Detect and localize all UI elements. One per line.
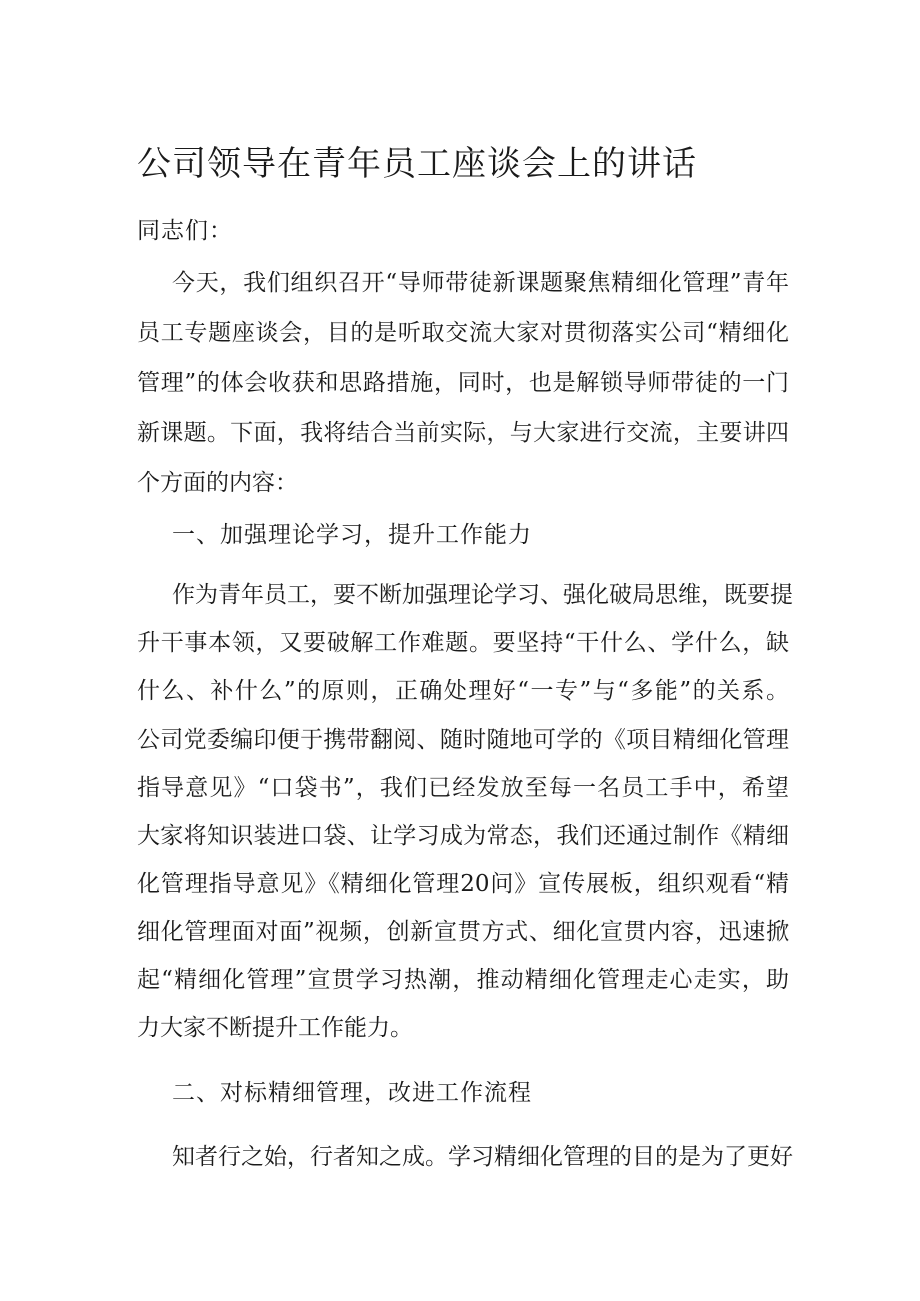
paragraph-2-line-5: 指导意见》“口袋书”，我们已经发放至每一名员工手中，希望 xyxy=(137,775,789,801)
paragraph-3-line-1: 知者行之始，行者知之成。学习精细化管理的目的是为了更好 xyxy=(172,1144,793,1170)
paragraph-2-line-2: 升干事本领，又要破解工作难题。要坚持“干什么、学什么，缺 xyxy=(137,630,789,656)
section-heading-2: 二、对标精细管理，改进工作流程 xyxy=(172,1080,532,1106)
paragraph-2-line-4: 公司党委编印便于携带翻阅、随时随地可学的《项目精细化管理 xyxy=(137,727,789,753)
paragraph-2-line-6: 大家将知识装进口袋、让学习成为常态，我们还通过制作《精细 xyxy=(137,823,789,849)
paragraph-1-line-1: 今天，我们组织召开“导师带徒新课题聚焦精细化管理”青年 xyxy=(172,270,789,296)
paragraph-2-line-9: 起“精细化管理”宣贯学习热潮，推动精细化管理走心走实，助 xyxy=(137,967,789,993)
paragraph-1-line-2: 员工专题座谈会，目的是听取交流大家对贯彻落实公司“精细化 xyxy=(137,320,789,346)
paragraph-1-line-3: 管理”的体会收获和思路措施，同时，也是解锁导师带徒的一门 xyxy=(137,370,789,396)
paragraph-1-line-5: 个方面的内容： xyxy=(137,470,298,496)
paragraph-2-line-1: 作为青年员工，要不断加强理论学习、强化破局思维，既要提 xyxy=(172,582,793,608)
paragraph-2-line-3: 什么、补什么”的原则，正确处理好“一专”与“多能”的关系。 xyxy=(137,678,789,704)
paragraph-2-line-8: 细化管理面对面”视频，创新宣贯方式、细化宣贯内容，迅速掀 xyxy=(137,919,789,945)
paragraph-1-line-4: 新课题。下面，我将结合当前实际，与大家进行交流，主要讲四 xyxy=(137,420,789,446)
section-heading-1: 一、加强理论学习，提升工作能力 xyxy=(172,522,532,548)
paragraph-2-line-10: 力大家不断提升工作能力。 xyxy=(137,1015,413,1041)
document-title: 公司领导在青年员工座谈会上的讲话 xyxy=(137,144,697,184)
salutation: 同志们： xyxy=(137,218,233,244)
paragraph-2-line-7: 化管理指导意见》《精细化管理20问》宣传展板，组织观看“精 xyxy=(137,871,789,897)
